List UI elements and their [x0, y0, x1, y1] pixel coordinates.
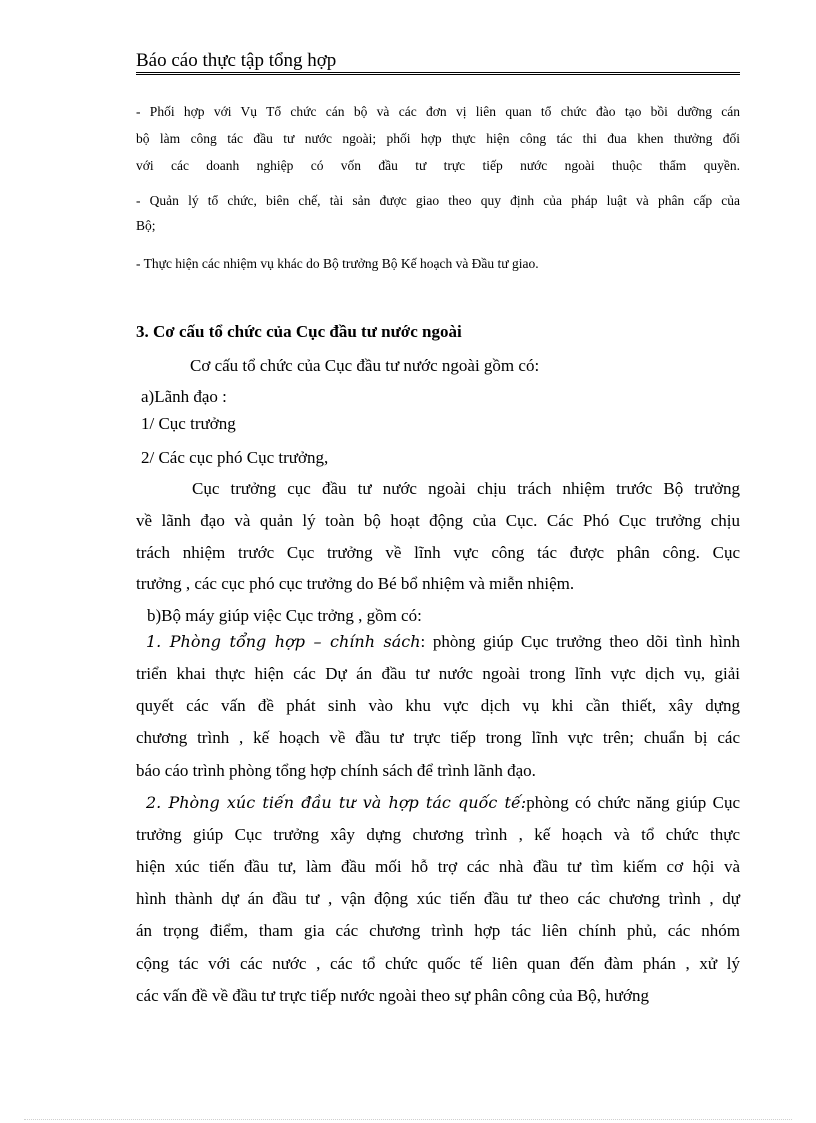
duty-line-5: Bộ; — [136, 218, 156, 233]
paragraph-line: trưởng , các cục phó cục trưởng do Bé bổ nhiệm và miễn nhiệm. — [136, 574, 575, 593]
department-1-description: : phòng giúp Cục trưởng theo dõi tình hình — [420, 632, 740, 651]
leadership-item-2: 2/ Các cục phó Cục trưởng, — [141, 448, 329, 467]
paragraph-line: chương trình , kế hoạch về đầu tư trực tiếp trong lĩnh vực trên; chuẩn bị các — [136, 728, 740, 747]
department-1-title: 1. Phòng tổng hợp – chính sách — [146, 632, 421, 651]
page-bottom-rule — [24, 1119, 792, 1120]
paragraph-line: triển khai thực hiện các Dự án đầu tư nước ngoài trong lĩnh vực dịch vụ, giải — [136, 664, 740, 683]
paragraph-line: hiện xúc tiến đầu tư, làm đầu mối hỗ trợ các nhà đầu tư tìm kiếm cơ hội và — [136, 857, 740, 876]
duty-line-6: - Thực hiện các nhiệm vụ khác do Bộ trưởng Bộ Kế hoạch và Đầu tư giao. — [136, 256, 539, 271]
department-1-first-line — [146, 632, 740, 652]
section-intro: Cơ cấu tổ chức của Cục đầu tư nước ngoài gồm có: — [190, 356, 540, 375]
department-2-description: phòng có chức năng giúp Cục — [526, 793, 740, 812]
paragraph-line: báo cáo trình phòng tổng hợp chính sách để trình lãnh đạo. — [136, 761, 536, 780]
paragraph-line: cộng tác với các nước , các tổ chức quốc tế liên quan đến đàm phán , xử lý — [136, 954, 740, 973]
apparatus-label: b)Bộ máy giúp việc Cục trởng , gồm có: — [147, 606, 422, 625]
department-2-title: 2. Phòng xúc tiến đầu tư và hợp tác quốc tế: — [146, 793, 527, 812]
paragraph-line: trách nhiệm trước Cục trưởng về lĩnh vực công tác được phân công. Cục — [136, 543, 740, 562]
duty-line-3: với các doanh nghiệp có vốn đầu tư trực tiếp nước ngoài thuộc thẩm quyền. — [136, 158, 740, 173]
leadership-label: a)Lãnh đạo : — [141, 387, 227, 406]
duty-line-1: - Phối hợp với Vụ Tổ chức cán bộ và các đơn vị liên quan tổ chức đào tạo bồi dưỡng cán — [136, 104, 740, 119]
duty-line-2: bộ làm công tác đầu tư nước ngoài; phối hợp thực hiện công tác thi đua khen thưởng đối — [136, 131, 740, 146]
page-header-title: Báo cáo thực tập tổng hợp — [136, 50, 740, 75]
paragraph-line: hình thành dự án đầu tư , vận động xúc tiến đầu tư theo các chương trình , dự — [136, 889, 740, 908]
section-heading: 3. Cơ cấu tổ chức của Cục đầu tư nước ngoài — [136, 322, 462, 341]
paragraph-line: quyết các vấn đề phát sinh vào khu vực dịch vụ khi cần thiết, xây dựng — [136, 696, 740, 715]
paragraph-line: án trọng điểm, tham gia các chương trình hợp tác liên chính phủ, các nhóm — [136, 921, 740, 940]
department-2-first-line — [146, 793, 740, 813]
paragraph-line: trưởng giúp Cục trưởng xây dựng chương trình , kế hoạch và tổ chức thực — [136, 825, 740, 844]
duty-line-4: - Quản lý tổ chức, biên chế, tài sản được giao theo quy định của pháp luật và phân cấp của — [136, 193, 740, 208]
leadership-item-1: 1/ Cục trưởng — [141, 414, 236, 433]
paragraph-line: các vấn đề về đầu tư trực tiếp nước ngoài theo sự phân công của Bộ, hướng — [136, 986, 649, 1005]
paragraph-line: Cục trưởng cục đầu tư nước ngoài chịu trách nhiệm trước Bộ trưởng — [192, 479, 740, 498]
paragraph-line: về lãnh đạo và quản lý toàn bộ hoạt động của Cục. Các Phó Cục trưởng chịu — [136, 511, 740, 530]
